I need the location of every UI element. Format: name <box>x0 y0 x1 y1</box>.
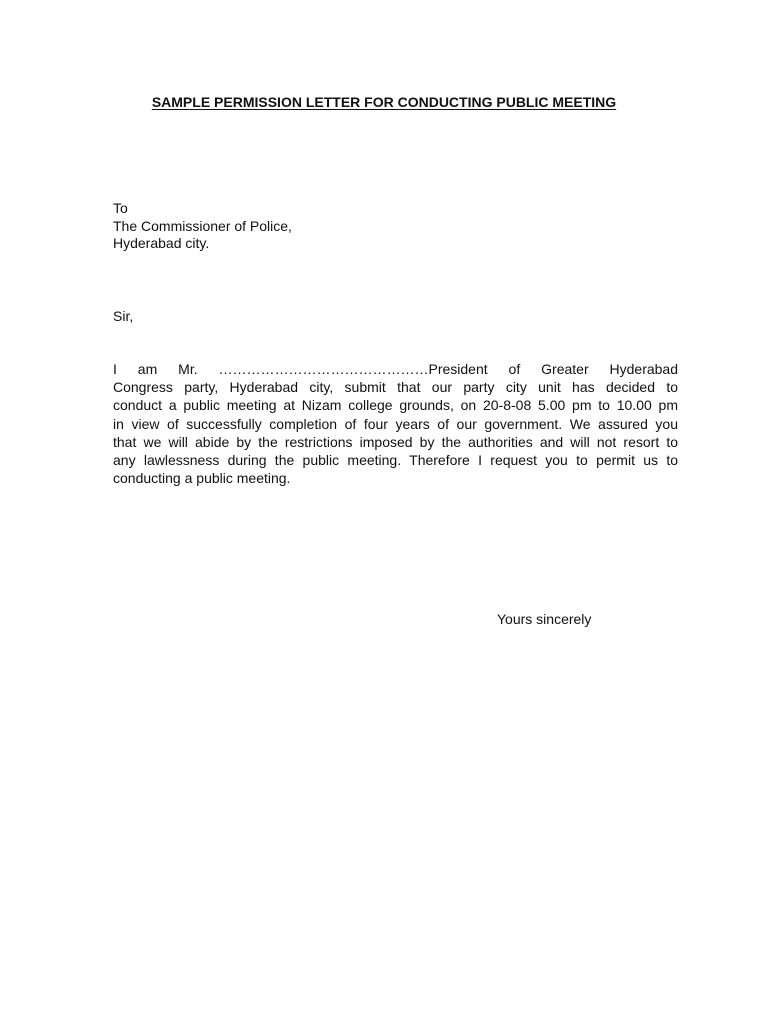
body-line: any lawlessness during the public meeting. Therefore I request you to permit us to <box>113 451 678 468</box>
body-line: conducting a public meeting. <box>113 470 291 487</box>
document-title-block <box>0 93 768 111</box>
body-line: conduct a public meeting at Nizam college grounds, on 20-8-08 5.00 pm to 10.00 pm <box>113 397 678 414</box>
letter-body <box>113 360 678 487</box>
closing-signoff: Yours sincerely <box>497 611 592 627</box>
recipient-address <box>113 200 292 253</box>
address-line-city: Hyderabad city. <box>113 235 210 251</box>
salutation: Sir, <box>113 308 134 324</box>
body-line: in view of successfully completion of four years of our government. We assured you <box>113 415 678 432</box>
address-line-to: To <box>113 200 128 216</box>
address-line-recipient: The Commissioner of Police, <box>113 217 292 234</box>
body-line: I am Mr. ………………………………………President of Greater Hyderabad <box>113 361 678 377</box>
document-title: SAMPLE PERMISSION LETTER FOR CONDUCTING PUBLIC MEETING <box>151 94 617 110</box>
body-line: Congress party, Hyderabad city, submit that our party city unit has decided to <box>113 379 678 396</box>
body-line: that we will abide by the restrictions imposed by the authorities and will not resort to <box>113 433 678 450</box>
